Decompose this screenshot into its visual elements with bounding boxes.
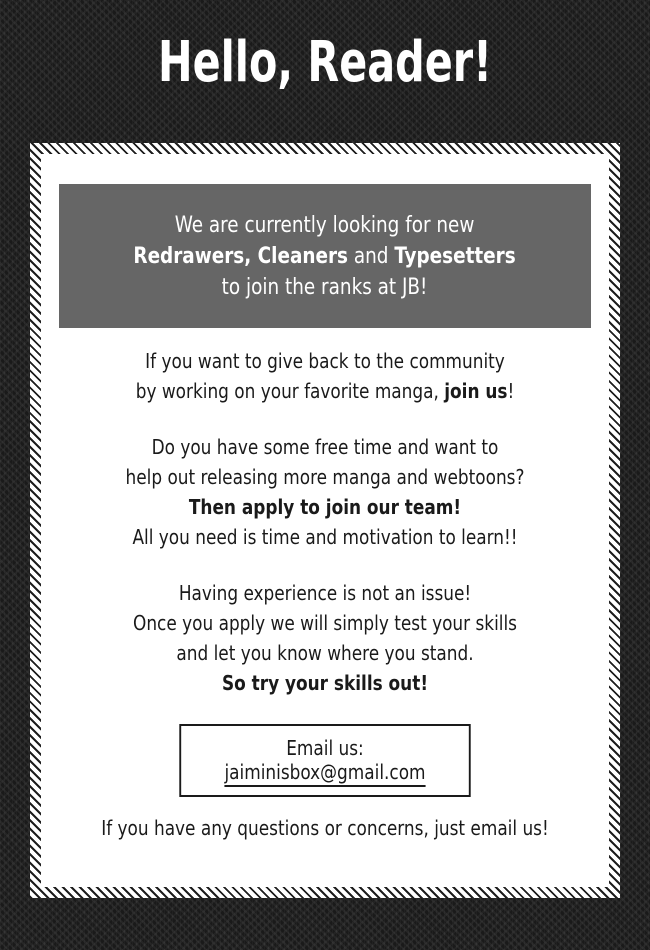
header-line-3: to join the ranks at JB!	[222, 274, 428, 300]
poster-body	[58, 346, 592, 841]
email-label: Email us:	[286, 736, 364, 760]
header-role-typesetters: Typesetters	[394, 243, 517, 269]
paragraph-3	[58, 578, 592, 698]
p2-line-4: All you need is time and motivation to learn!!	[132, 525, 518, 549]
closing-note: If you have any questions or concerns, just email us!	[101, 816, 549, 840]
header-roles-redrawers-cleaners: Redrawers, Cleaners	[133, 243, 349, 269]
paragraph-1	[58, 346, 592, 406]
email-contact-box	[179, 724, 470, 797]
hatched-border-frame	[30, 143, 620, 898]
recruitment-header-text	[134, 210, 516, 303]
p3-line-1: Having experience is not an issue!	[178, 581, 472, 605]
p2-line-2: help out releasing more manga and webtoons?	[125, 465, 525, 489]
header-line-1: We are currently looking for new	[175, 212, 475, 238]
p1-join-us: join us	[444, 379, 508, 403]
paragraph-2	[58, 432, 592, 552]
p3-call-to-action: So try your skills out!	[221, 671, 429, 695]
p3-line-3: and let you know where you stand.	[176, 641, 474, 665]
page-title: Hello, Reader!	[158, 30, 492, 95]
p3-line-2: Once you apply we will simply test your skills	[133, 611, 517, 635]
header-conjunction: and	[348, 243, 395, 269]
p1-line-1: If you want to give back to the community	[145, 349, 505, 373]
p1-line-2a: by working on your favorite manga,	[135, 379, 445, 403]
email-address[interactable]: jaiminisbox@gmail.com	[224, 760, 425, 787]
p2-call-to-action: Then apply to join our team!	[188, 495, 462, 519]
poster-card	[41, 154, 609, 887]
p2-line-1: Do you have some free time and want to	[151, 435, 499, 459]
p1-line-2c: !	[507, 379, 515, 403]
recruitment-header-block	[59, 184, 591, 328]
